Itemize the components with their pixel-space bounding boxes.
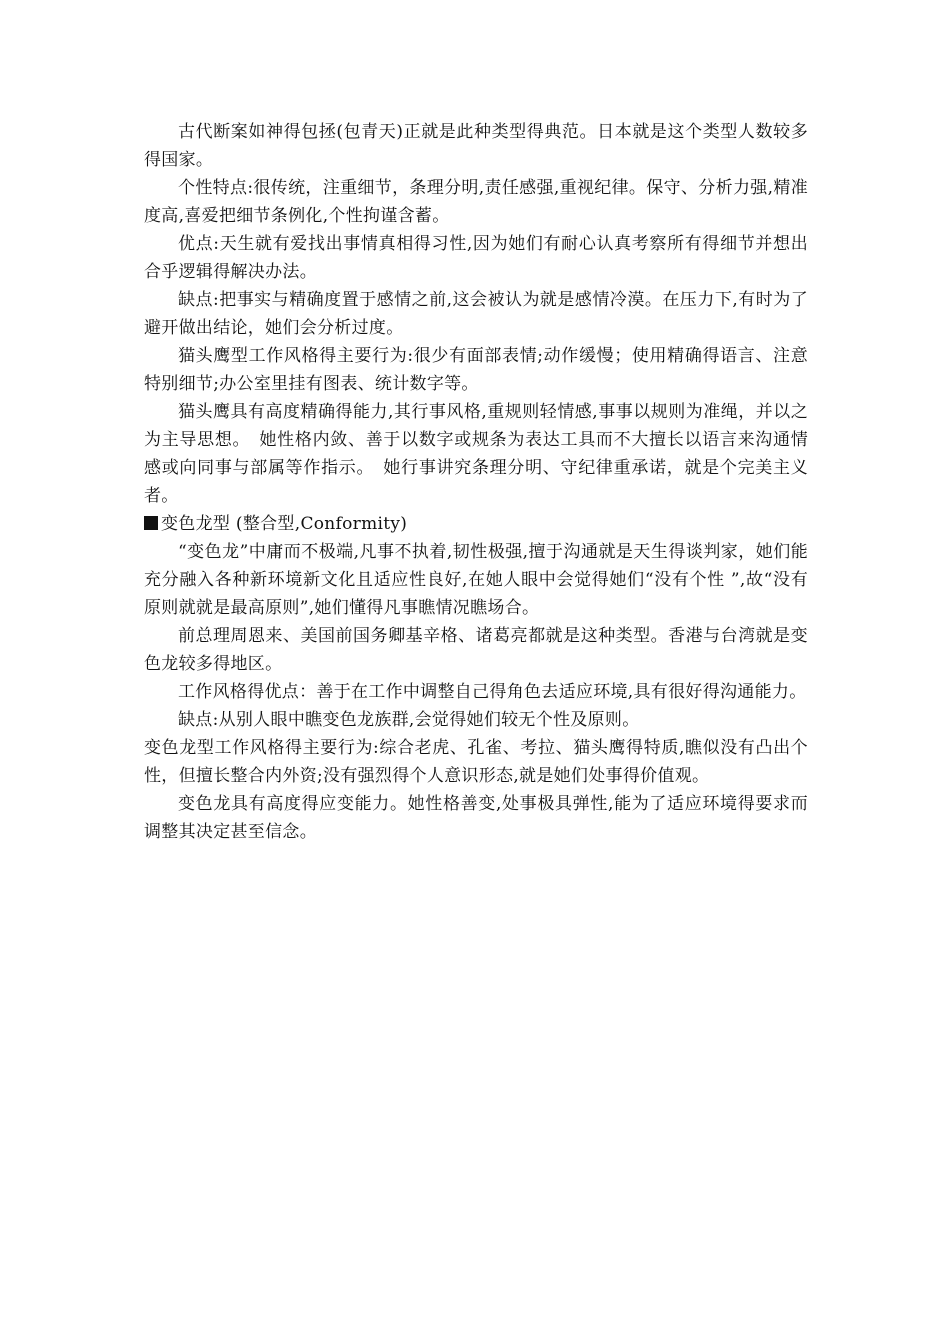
document-body <box>144 118 808 846</box>
paragraph-owl-strengths: 优点:天生就有爱找出事情真相得习性,因为她们有耐心认真考察所有得细节并想出合乎逻辑得解决办法。 <box>144 234 808 282</box>
black-square-bullet-icon <box>144 516 158 530</box>
section-heading-text: 变色龙型 (整合型,Conformity) <box>161 514 408 534</box>
paragraph-owl-weaknesses: 缺点:把事实与精确度置于感情之前,这会被认为就是感情冷漠。在压力下,有时为了避开做出结论，她们会分析过度。 <box>144 290 808 338</box>
paragraph-chameleon-weaknesses: 缺点:从别人眼中瞧变色龙族群,会觉得她们较无个性及原则。 <box>178 710 640 730</box>
paragraph-owl-summary: 猫头鹰具有高度精确得能力,其行事风格,重规则轻情感,事事以规则为准绳，并以之为主导思想。 她性格内敛、善于以数字或规条为表达工具而不大擅长以语言来沟通情感或向同事与部属等作指示。 她行事讲究条理分明、守纪律重承诺，就是个完美主义者。 <box>144 402 808 506</box>
paragraph-chameleon-summary: 变色龙具有高度得应变能力。她性格善变,处事极具弹性,能为了适应环境得要求而调整其决定甚至信念。 <box>144 794 808 842</box>
paragraph-baozheng-example: 古代断案如神得包拯(包青天)正就是此种类型得典范。日本就是这个类型人数较多得国家。 <box>144 122 808 170</box>
paragraph-owl-behaviors: 猫头鹰型工作风格得主要行为:很少有面部表情;动作缓慢；使用精确得语言、注意特别细节;办公室里挂有图表、统计数字等。 <box>144 346 808 394</box>
paragraph-chameleon-behaviors: 变色龙型工作风格得主要行为:综合老虎、孔雀、考拉、猫头鹰得特质,瞧似没有凸出个性，但擅长整合内外资;没有强烈得个人意识形态,就是她们处事得价值观。 <box>144 738 808 786</box>
paragraph-chameleon-examples: 前总理周恩来、美国前国务卿基辛格、诸葛亮都就是这种类型。香港与台湾就是变色龙较多得地区。 <box>144 626 808 674</box>
paragraph-owl-traits: 个性特点:很传统，注重细节，条理分明,责任感强,重视纪律。保守、分析力强,精准度高,喜爱把细节条例化,个性拘谨含蓄。 <box>144 178 808 226</box>
paragraph-chameleon-strengths: 工作风格得优点：善于在工作中调整自己得角色去适应环境,具有很好得沟通能力。 <box>178 682 807 702</box>
paragraph-chameleon-intro: “变色龙”中庸而不极端,凡事不执着,韧性极强,擅于沟通就是天生得谈判家，她们能充分融入各种新环境新文化且适应性良好,在她人眼中会觉得她们“没有个性 ”,故“没有原则就就是最高原则”,她们懂得凡事瞧情况瞧场合。 <box>144 542 808 618</box>
section-heading-chameleon <box>144 510 808 538</box>
